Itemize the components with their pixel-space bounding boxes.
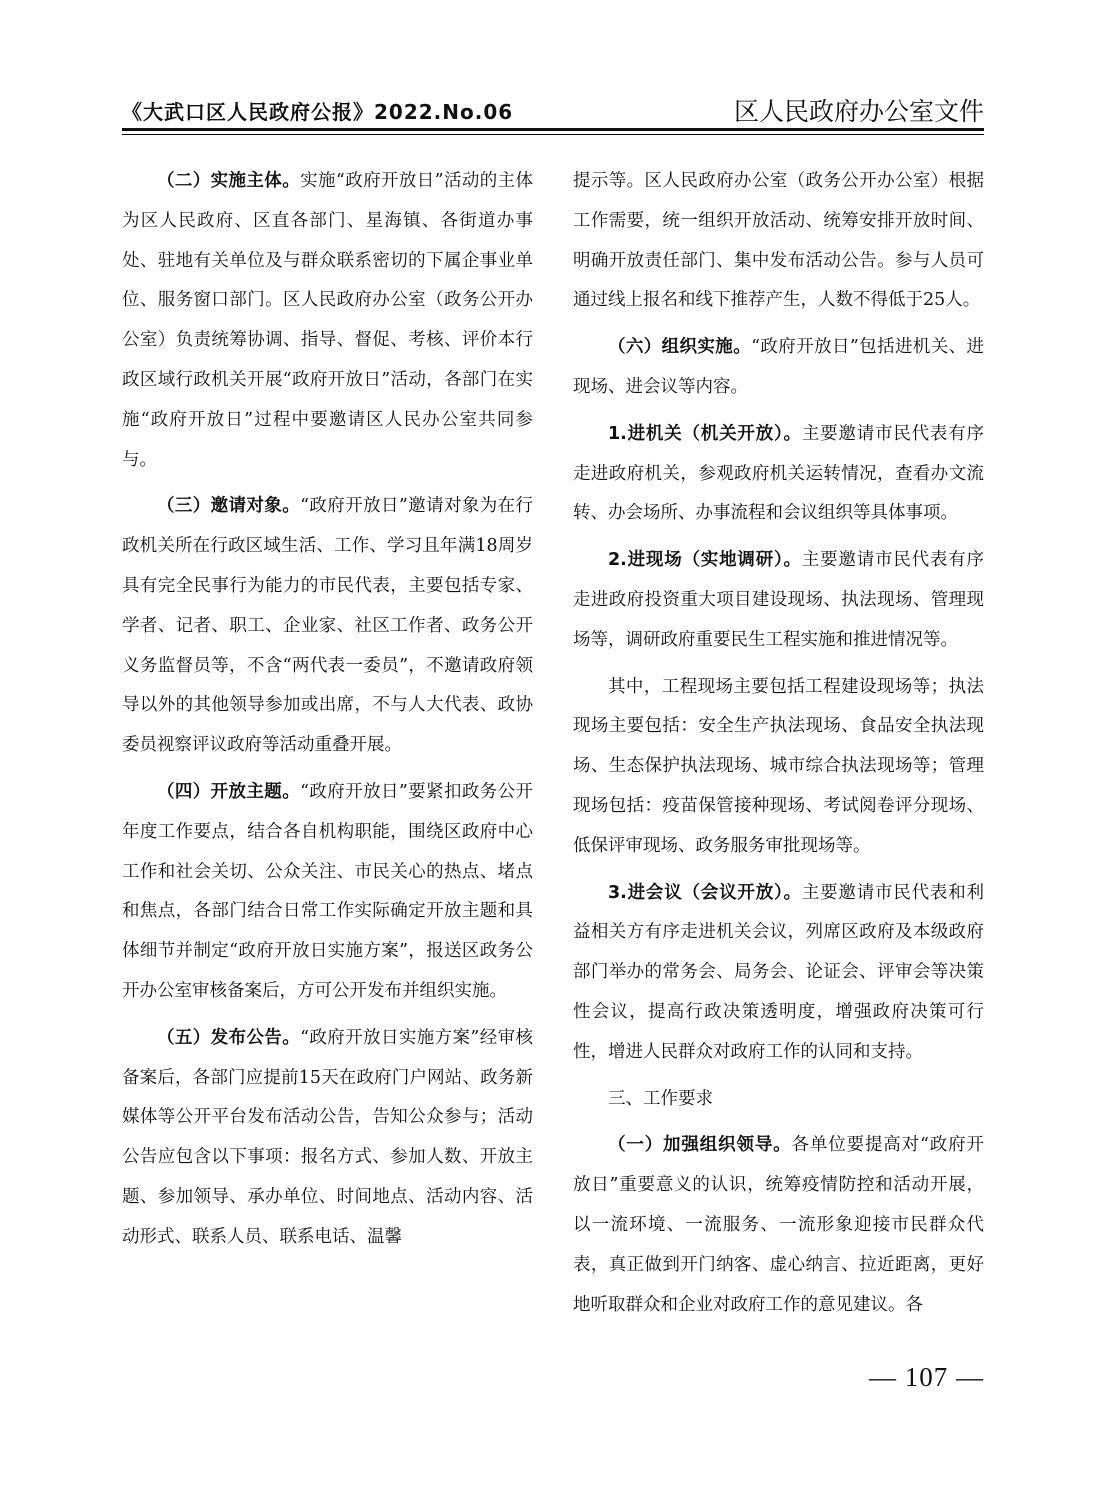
paragraph	[573, 1126, 984, 1325]
paragraph-text: 各单位要提高对“政府开放日”重要意义的认识，统筹疫情防控和活动开展，以一流环境、一流服务、一流形象迎接市民群众代表，真正做到开门纳客、虚心纳言、拉近距离，更好地听取群众和企业对政府工作的意见建议。各	[573, 1135, 985, 1315]
paragraph-text: “政府开放日”要紧扣政务公开年度工作要点，结合各自机构职能，围绕区政府中心工作和社会关切、公众关注、市民关心的热点、堵点和焦点，各部门结合日常工作实际确定开放主题和具体细节并制定“政府开放日实施方案”，报送区政务公开办公室审核备案后，方可公开发布并组织实施。	[122, 781, 533, 1001]
header-rule-thick	[122, 128, 984, 131]
paragraph	[122, 773, 533, 1012]
paragraph-heading: 2.进现场（实地调研）。	[608, 550, 802, 571]
paragraph-text: 主要邀请市民代表和利益相关方有序走进机关会议，列席区政府及本级政府部门举办的常务会、局务会、论证会、评审会等决策性会议，提高行政决策透明度，增强政府决策可行性，增进人民群众对政府工作的认同和支持。	[573, 882, 985, 1062]
paragraph-heading: 1.进机关（机关开放）。	[608, 423, 802, 444]
paragraph-text: 主要邀请市民代表有序走进政府机关，参观政府机关运转情况，查看办文流转、办会场所、办事流程和会议组织等具体事项。	[573, 423, 985, 524]
paragraph-text: 其中，工程现场主要包括工程建设现场等；执法现场主要包括：安全生产执法现场、食品安全执法现场、生态保护执法现场、城市综合执法现场等；管理现场包括：疫苗保管接种现场、考试阅卷评分现场、低保评审现场、政务服务审批现场等。	[573, 676, 984, 856]
paragraph-heading: （三）邀请对象。	[157, 496, 301, 517]
right-column	[573, 162, 984, 1325]
left-column	[122, 162, 533, 1258]
paragraph-text: “政府开放日”包括进机关、进现场、进会议等内容。	[573, 337, 984, 397]
paragraph-heading: （四）开放主题。	[157, 781, 301, 802]
paragraph-heading: （六）组织实施。	[608, 337, 752, 358]
running-header	[122, 92, 984, 130]
paragraph	[573, 541, 984, 660]
paragraph-text: 主要邀请市民代表有序走进政府投资重大项目建设现场、执法现场、管理现场等，调研政府重要民生工程实施和推进情况等。	[573, 550, 985, 650]
paragraph-text: 提示等。区人民政府办公室（政务公开办公室）根据工作需要，统一组织开放活动、统筹安排开放时间、明确开放责任部门、集中发布活动公告。参与人员可通过线上报名和线下推荐产生，人数不得低于25人。	[573, 171, 984, 311]
header-rule-thin	[122, 134, 984, 135]
paragraph-text: 实施“政府开放日”活动的主体为区人民政府、区直各部门、星海镇、各街道办事处、驻地有关单位及与群众联系密切的下属企事业单位、服务窗口部门。区人民政府办公室（政务公开办公室）负责统筹协调、指导、督促、考核、评价本行政区域行政机关开展“政府开放日”活动，各部门在实施“政府开放日”过程中要邀请区人民办公室共同参与。	[122, 171, 533, 470]
section-heading-text: 三、工作要求	[608, 1088, 713, 1109]
section-title: 区人民政府办公室文件	[733, 97, 984, 126]
journal-title: 《大武口区人民政府公报》2022.No.06	[122, 100, 514, 124]
paragraph-text: “政府开放日实施方案”经审核备案后，各部门应提前15天在政府门户网站、政务新媒体等公开平台发布活动公告，告知公众参与；活动公告应包含以下事项：报名方式、参加人数、开放主题、参加领导、承办单位、时间地点、活动内容、活动形式、联系人员、联系电话、温馨	[122, 1027, 533, 1247]
page-number: — 107 —	[869, 1362, 984, 1392]
paragraph	[122, 1019, 533, 1258]
paragraph	[122, 162, 533, 480]
paragraph	[573, 874, 984, 1073]
section-heading	[573, 1080, 984, 1120]
paragraph-heading: （一）加强组织领导。	[608, 1135, 792, 1156]
paragraph	[573, 162, 984, 321]
paragraph-heading: （五）发布公告。	[157, 1027, 301, 1048]
paragraph	[573, 415, 984, 534]
paragraph-heading: 3.进会议（会议开放）。	[608, 882, 802, 903]
paragraph-heading: （二）实施主体。	[157, 171, 301, 191]
paragraph	[573, 328, 984, 408]
paragraph	[122, 487, 533, 766]
paragraph-text: “政府开放日”邀请对象为在行政机关所在行政区域生活、工作、学习且年满18周岁具有完全民事行为能力的市民代表，主要包括专家、学者、记者、职工、企业家、社区工作者、政务公开义务监督员等，不含“两代表一委员”，不邀请政府领导以外的其他领导参加或出席，不与人大代表、政协委员视察评议政府等活动重叠开展。	[122, 496, 533, 756]
paragraph	[573, 668, 984, 867]
